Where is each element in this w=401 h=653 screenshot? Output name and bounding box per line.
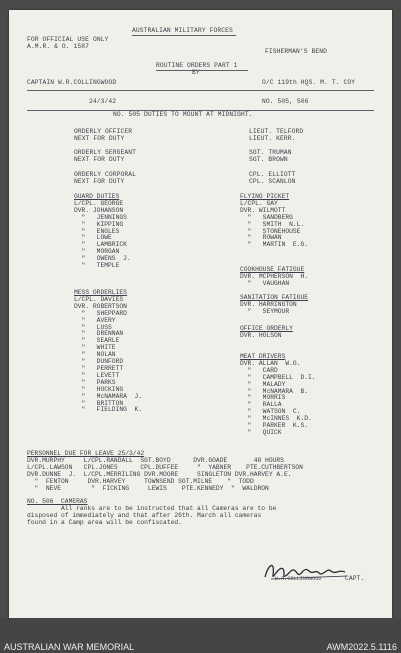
footer-bar bbox=[0, 618, 401, 653]
duty-next: NEXT FOR DUTY bbox=[74, 178, 125, 185]
list-item: " WATSON C. bbox=[240, 408, 301, 416]
personnel-leave-section bbox=[27, 451, 303, 492]
list-item: " MARTIN E.G. bbox=[240, 241, 309, 249]
order-numbers: NO. 505, 506 bbox=[262, 98, 309, 105]
list-item: " SEYMOUR bbox=[240, 307, 290, 315]
list-item: " OWENS J. bbox=[74, 255, 131, 263]
list-item: " TEMPLE bbox=[74, 262, 120, 270]
leave-line: DVR.DUNNE J. L/CPL.MERRILING DVR.MOORE SINGLETON DVR.HARVEY A.E. bbox=[27, 470, 292, 478]
document-page bbox=[9, 10, 392, 618]
list-item: " DRENNAN bbox=[74, 330, 124, 338]
list-item: " RALLA bbox=[240, 401, 282, 409]
leave-line: " NEVE " FICKING LEWIS PTE.KENNEDY " WALDRON bbox=[27, 484, 269, 492]
list-item: " BRITTON bbox=[74, 399, 124, 407]
cameras-text: All ranks are to be instructed that all Cameras are to be bbox=[27, 504, 277, 512]
list-item: " VAUGHAN bbox=[240, 279, 290, 287]
list-item: " DUNFORD bbox=[74, 358, 124, 366]
list-item: " AVERY bbox=[74, 316, 116, 324]
list-item: " McINNES K.D. bbox=[240, 415, 312, 423]
list-item: " SEARLE bbox=[74, 337, 120, 345]
signature-rank: CAPT. bbox=[345, 575, 365, 582]
list-item: " PERRETT bbox=[74, 364, 124, 372]
list-item: " ROWAN bbox=[240, 234, 282, 242]
duty-role: ORDERLY OFFICER bbox=[74, 128, 133, 135]
cameras-section bbox=[27, 499, 276, 527]
location: FISHERMAN'S BEND bbox=[265, 48, 328, 55]
duty-name: CPL. ELLIOTT bbox=[249, 171, 296, 178]
list-item: DVR. ROBERTSON bbox=[74, 302, 127, 310]
header-rule bbox=[27, 90, 374, 91]
list-item: " SMITH N.L. bbox=[240, 220, 305, 228]
list-item: " NOLAN bbox=[74, 351, 116, 359]
list-item: L/CPL. GAY bbox=[240, 199, 278, 207]
list-item: " LAMBRICK bbox=[74, 241, 127, 249]
list-item: " FIELDING K. bbox=[74, 406, 143, 414]
section-505-title: NO. 505 DUTIES TO MOUNT AT MIDNIGHT. bbox=[113, 111, 253, 118]
list-item: " STONEHOUSE bbox=[240, 227, 301, 235]
flying-picket-title: FLYING PICKET bbox=[240, 193, 290, 200]
list-item: L/CPL. GEORGE bbox=[74, 199, 124, 207]
captain-name: CAPTAIN W.R.COLLINGWOOD bbox=[27, 79, 117, 86]
duty-next: NEXT FOR DUTY bbox=[74, 135, 125, 142]
list-item: DVR. JOHANSON bbox=[74, 206, 124, 214]
guard-duties-list bbox=[74, 194, 131, 270]
cameras-text: found in a Camp area will be confiscated. bbox=[27, 518, 182, 526]
duty-name: LIEUT. TELFORD bbox=[249, 128, 304, 135]
list-item: " ENGLES bbox=[74, 227, 120, 235]
leave-line: DVR.MURPHY L/CPL.RANDALL SGT.BOYD DVR.GOADE 48 HOURS bbox=[27, 456, 284, 464]
list-item: DVR. HOLSON bbox=[240, 331, 282, 339]
duty-role: ORDERLY CORPORAL bbox=[74, 171, 137, 178]
duty-name: LIEUT. KERR. bbox=[249, 135, 296, 142]
list-item: " LOWE bbox=[74, 234, 112, 242]
leave-line: " FENTON DVR.HARVEY TOWNSEND SGT.MILNE " TODD bbox=[27, 477, 254, 485]
list-item: L/CPL. DAVIES bbox=[74, 295, 124, 303]
list-item: " KIPPING bbox=[74, 220, 124, 228]
duty-name: SGT. BROWN bbox=[249, 156, 288, 163]
signature bbox=[261, 557, 371, 592]
orders-date: 24/3/42 bbox=[89, 98, 117, 105]
orders-title-underline bbox=[156, 70, 248, 71]
list-item: " SHEPPARD bbox=[74, 309, 127, 317]
office-orderly-list bbox=[240, 326, 293, 340]
list-item: " QUICK bbox=[240, 428, 282, 436]
list-item: DVR. ALLAN W.G. bbox=[240, 359, 301, 367]
office-orderly-title: OFFICE ORDERLY bbox=[240, 325, 293, 332]
list-item: " CARD bbox=[240, 366, 278, 374]
cookhouse-fatigue-list bbox=[240, 267, 308, 288]
flying-picket-list bbox=[240, 194, 308, 249]
orders-title: ROUTINE ORDERS PART 1 bbox=[156, 62, 238, 69]
list-item: " CAMPBELL D.I. bbox=[240, 373, 316, 381]
list-item: " WHITE bbox=[74, 344, 116, 352]
list-item: " LEVETT bbox=[74, 371, 120, 379]
footer-institution: AUSTRALIAN WAR MEMORIAL bbox=[4, 642, 135, 652]
duty-role: ORDERLY SERGEANT bbox=[74, 149, 137, 156]
official-use-label: FOR OFFICIAL USE ONLY bbox=[27, 36, 109, 43]
guard-duties-title: GUARD DUTIES bbox=[74, 193, 120, 200]
cameras-title: NO. 506 CAMERAS bbox=[27, 498, 88, 505]
list-item: DVR. HARRINGTON bbox=[240, 300, 297, 308]
leave-line: L/CPL.LAWSON CPL.JONES CPL.DUFFEE " YABNER PTE.CUTHBERTSON bbox=[27, 463, 303, 471]
list-item: " MORRIS bbox=[240, 394, 286, 402]
duty-name: CPL. SCANLON bbox=[249, 178, 296, 185]
footer-accession-number: AWM2022.5.1116 bbox=[326, 642, 397, 652]
regulation-reference: A.M.R. & O. 1587 bbox=[27, 43, 90, 50]
list-item: " PARKER K.S. bbox=[240, 422, 309, 430]
duty-next: NEXT FOR DUTY bbox=[74, 156, 125, 163]
sanitation-fatigue-list bbox=[240, 295, 308, 316]
list-item: " MALADY bbox=[240, 380, 286, 388]
sanitation-fatigue-title: SANITATION FATIGUE bbox=[240, 294, 309, 301]
document-title: AUSTRALIAN MILITARY FORCES bbox=[132, 27, 233, 34]
list-item: DVR. WILMOTT bbox=[240, 206, 286, 214]
mess-orderlies-list bbox=[74, 290, 142, 414]
title-underline bbox=[132, 35, 236, 36]
signature-name: W.R.COLLINGWOOD bbox=[275, 576, 322, 582]
list-item: " SANDBERG bbox=[240, 213, 293, 221]
list-item: " JENNINGS bbox=[74, 213, 127, 221]
cameras-text: disposed of immediately and that after 26th. March all cameras bbox=[27, 511, 262, 519]
list-item: " McNAMARA B. bbox=[240, 387, 309, 395]
cookhouse-fatigue-title: COOKHOUSE FATIGUE bbox=[240, 266, 305, 273]
duty-name: SGT. TRUMAN bbox=[249, 149, 292, 156]
unit-name: O/C 119th HQS. M. T. COY bbox=[262, 79, 356, 86]
meat-drivers-title: MEAT DRIVERS bbox=[240, 353, 286, 360]
list-item: " PARKS bbox=[74, 378, 116, 386]
list-item: " LUSS bbox=[74, 323, 112, 331]
meat-drivers-list bbox=[240, 354, 316, 437]
personnel-leave-title: PERSONNEL DUE FOR LEAVE 25/3/42 bbox=[27, 450, 145, 457]
list-item: " HOCKING bbox=[74, 385, 124, 393]
mess-orderlies-title: MESS ORDERLIES bbox=[74, 289, 127, 296]
list-item: " McNAMARA J. bbox=[74, 392, 143, 400]
list-item: DVR. MCPHERSON H. bbox=[240, 272, 309, 280]
by-label: BY bbox=[192, 69, 200, 76]
list-item: " MORGAN bbox=[74, 248, 120, 256]
